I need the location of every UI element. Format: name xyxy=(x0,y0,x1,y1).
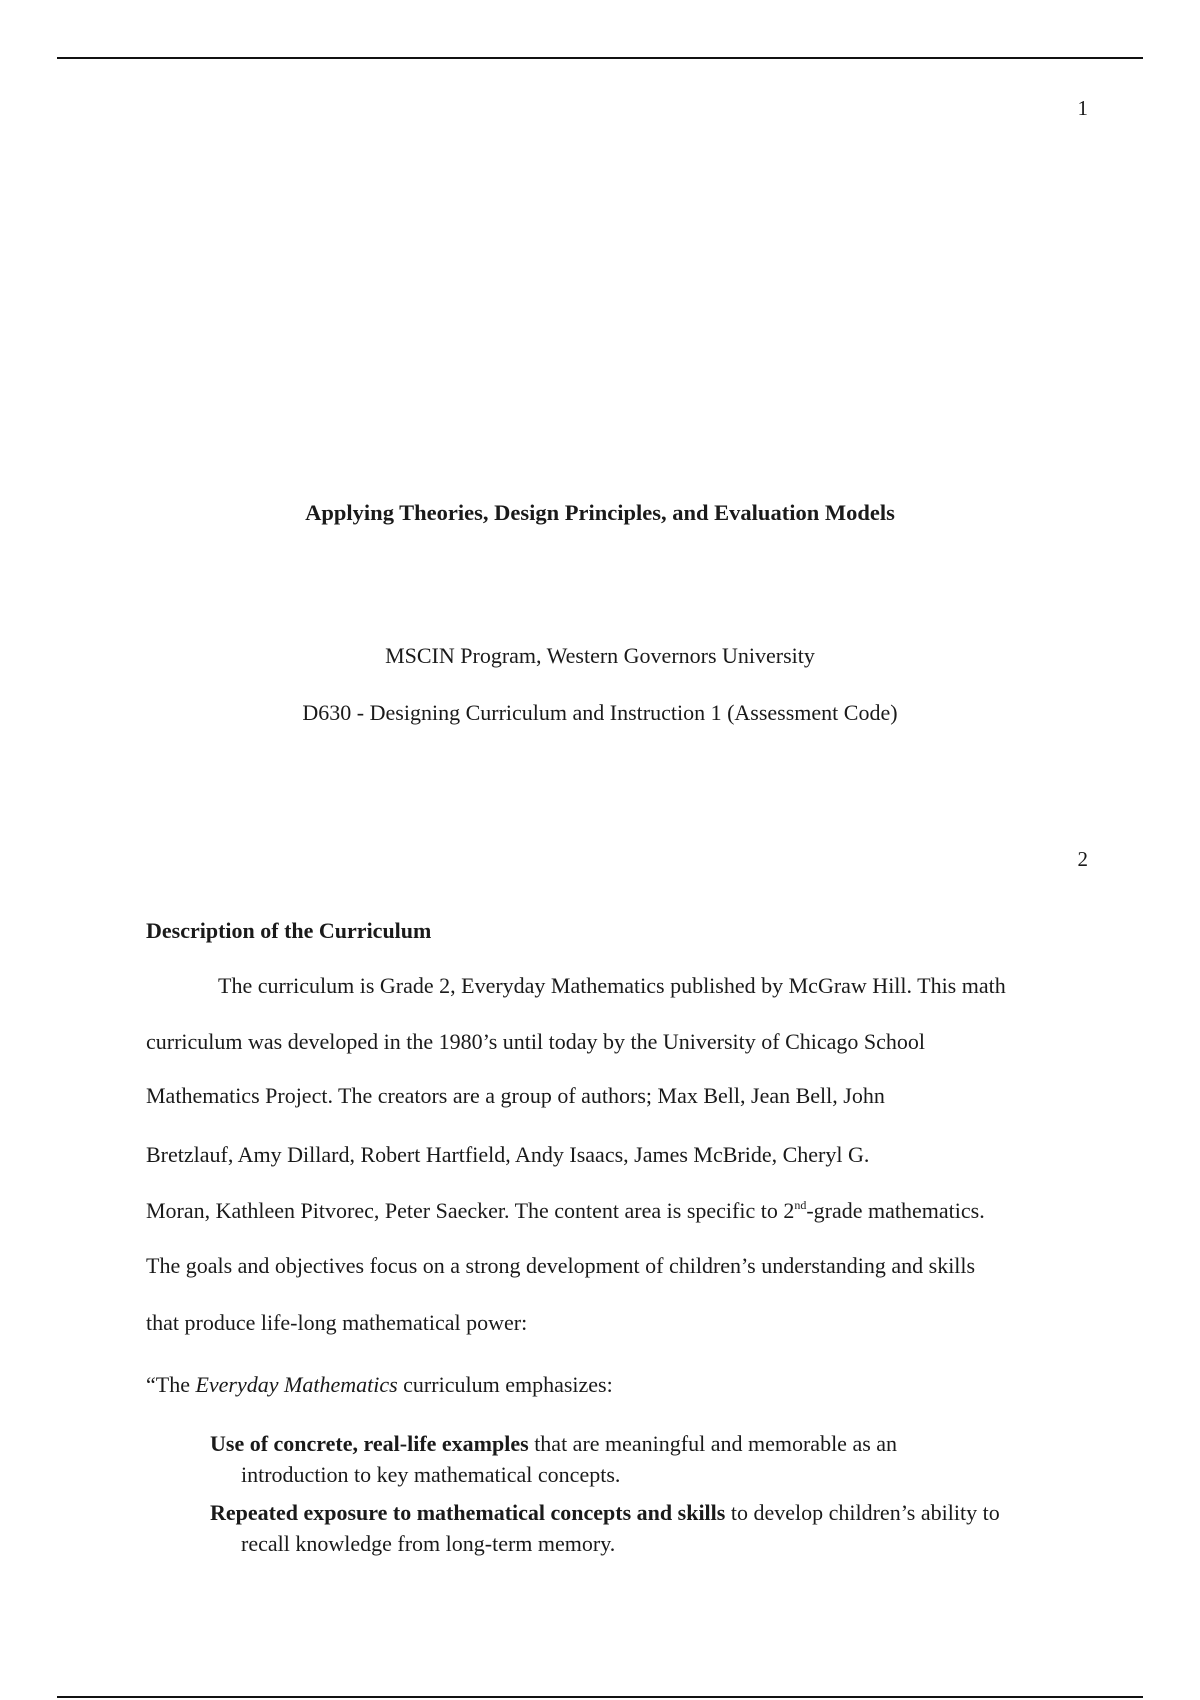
quote-intro xyxy=(146,1372,613,1398)
list-item xyxy=(210,1497,1110,1559)
paragraph-line-3: Mathematics Project. The creators are a group of authors; Max Bell, Jean Bell, John xyxy=(146,1083,885,1108)
ordinal-superscript: nd xyxy=(794,1198,807,1212)
page-number-1: 1 xyxy=(1077,96,1088,120)
list-item-text: to develop children’s ability to xyxy=(725,1500,1000,1525)
page-number-2: 2 xyxy=(1077,847,1088,871)
list-item-text: that are meaningful and memorable as an xyxy=(528,1431,898,1456)
paragraph-line-6: The goals and objectives focus on a strong development of children’s understanding and skills xyxy=(146,1253,976,1278)
paragraph-line-5-tail: -grade mathematics. xyxy=(806,1198,985,1223)
list-item-bold: Use of concrete, real-life examples xyxy=(210,1431,529,1456)
paragraph-line-4: Bretzlauf, Amy Dillard, Robert Hartfield, Andy Isaacs, James McBride, Cheryl G. xyxy=(146,1142,870,1167)
page-bottom-rule xyxy=(57,1696,1143,1698)
quote-rest: curriculum emphasizes: xyxy=(397,1372,613,1397)
quote-italic-title: Everyday Mathematics xyxy=(195,1372,398,1397)
course-line: D630 - Designing Curriculum and Instruction 1 (Assessment Code) xyxy=(302,700,898,725)
document-title: Applying Theories, Design Principles, and Evaluation Models xyxy=(305,500,895,525)
list-item-bold: Repeated exposure to mathematical concepts and skills xyxy=(210,1500,726,1525)
list-item-continuation: introduction to key mathematical concepts. xyxy=(241,1462,621,1487)
quote-open: “The xyxy=(146,1372,196,1397)
page-top-rule xyxy=(57,57,1143,59)
paragraph-line-1: The curriculum is Grade 2, Everyday Mathematics published by McGraw Hill. This math xyxy=(218,973,1006,998)
list-item-continuation: recall knowledge from long-term memory. xyxy=(241,1531,616,1556)
paragraph-line-2: curriculum was developed in the 1980’s until today by the University of Chicago School xyxy=(146,1029,926,1054)
section-heading: Description of the Curriculum xyxy=(146,918,432,943)
paragraph-line-5-text: Moran, Kathleen Pitvorec, Peter Saecker. The content area is specific to 2 xyxy=(146,1198,795,1223)
list-item xyxy=(210,1428,1110,1490)
paragraph-line-5 xyxy=(146,1198,985,1224)
program-line: MSCIN Program, Western Governors University xyxy=(385,643,815,668)
paragraph-line-7: that produce life-long mathematical power: xyxy=(146,1310,528,1335)
